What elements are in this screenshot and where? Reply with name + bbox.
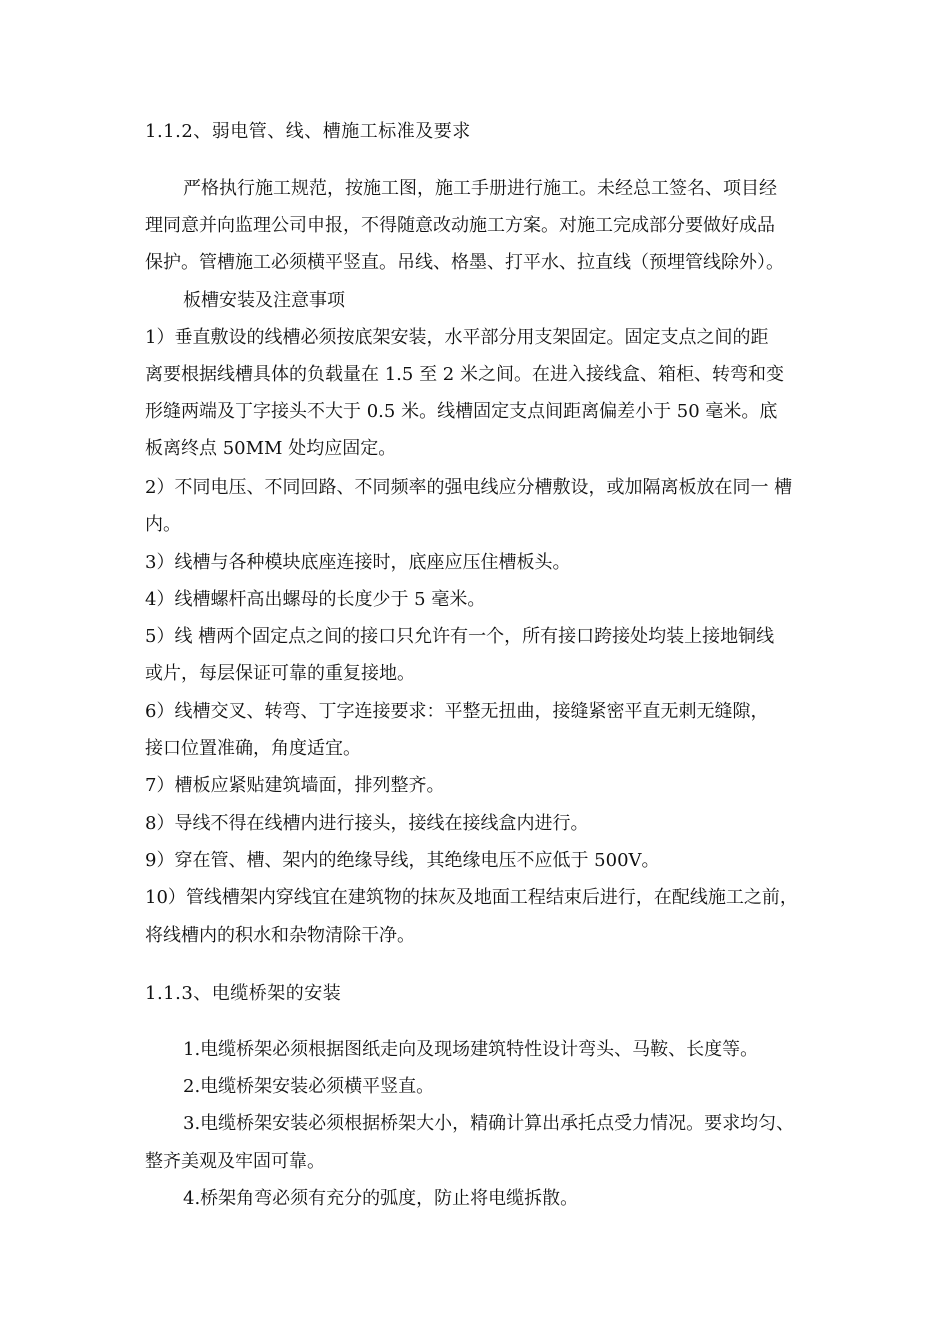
item-6-line: 6）线槽交叉、转弯、丁字连接要求：平整无扭曲，接缝紧密平直无刺无缝隙， xyxy=(145,701,769,722)
item-1-line: 离要根据线槽具体的负载量在 1.5 至 2 米之间。在进入接线盒、箱柜、转弯和变 xyxy=(145,364,784,385)
bridge-item-4-line: 4.桥架角弯必须有充分的弧度，防止将电缆拆散。 xyxy=(183,1188,579,1209)
item-5-line: 5）线 槽两个固定点之间的接口只允许有一个，所有接口跨接处均装上接地铜线 xyxy=(145,626,775,647)
section-112-subheading: 板槽安装及注意事项 xyxy=(183,290,345,311)
bridge-item-1-line: 1.电缆桥架必须根据图纸走向及现场建筑特性设计弯头、马鞍、长度等。 xyxy=(183,1039,759,1060)
item-1-line: 板离终点 50MM 处均应固定。 xyxy=(145,438,397,459)
item-1-line: 1）垂直敷设的线槽必须按底架安装，水平部分用支架固定。固定支点之间的距 xyxy=(145,327,769,348)
item-5-line: 或片，每层保证可靠的重复接地。 xyxy=(145,663,415,684)
intro-line: 保护。管槽施工必须横平竖直。吊线、格墨、打平水、拉直线（预埋管线除外）。 xyxy=(145,252,784,273)
intro-line: 理同意并向监理公司申报，不得随意改动施工方案。对施工完成部分要做好成品 xyxy=(145,215,775,236)
bridge-item-3-line: 整齐美观及牢固可靠。 xyxy=(145,1151,325,1172)
bridge-item-2-line: 2.电缆桥架安装必须横平竖直。 xyxy=(183,1076,435,1097)
item-2-line: 内。 xyxy=(145,514,181,535)
item-6-line: 接口位置准确，角度适宜。 xyxy=(145,738,361,759)
bridge-item-3-line: 3.电缆桥架安装必须根据桥架大小，精确计算出承托点受力情况。要求均匀、 xyxy=(183,1113,795,1134)
item-10-line: 将线槽内的积水和杂物清除干净。 xyxy=(145,925,415,946)
item-7-line: 7）槽板应紧贴建筑墙面，排列整齐。 xyxy=(145,775,445,796)
intro-line: 严格执行施工规范，按施工图，施工手册进行施工。未经总工签名、项目经 xyxy=(183,178,777,199)
item-8-line: 8）导线不得在线槽内进行接头，接线在接线盒内进行。 xyxy=(145,813,589,834)
item-3-line: 3）线槽与各种模块底座连接时，底座应压住槽板头。 xyxy=(145,552,571,573)
item-9-line: 9）穿在管、槽、架内的绝缘导线，其绝缘电压不应低于 500V。 xyxy=(145,850,660,871)
section-113-heading: 1.1.3、电缆桥架的安装 xyxy=(145,983,342,1004)
item-2-line: 2）不同电压、不同回路、不同频率的强电线应分槽敷设，或加隔离板放在同一 槽 xyxy=(145,477,793,498)
item-4-line: 4）线槽螺杆高出螺母的长度少于 5 毫米。 xyxy=(145,589,486,610)
item-10-line: 10）管线槽架内穿线宜在建筑物的抹灰及地面工程结束后进行，在配线施工之前， xyxy=(145,887,798,908)
item-1-line: 形缝两端及丁字接头不大于 0.5 米。线槽固定支点间距离偏差小于 50 毫米。底 xyxy=(145,401,778,422)
section-112-heading: 1.1.2、弱电管、线、槽施工标准及要求 xyxy=(145,121,471,142)
